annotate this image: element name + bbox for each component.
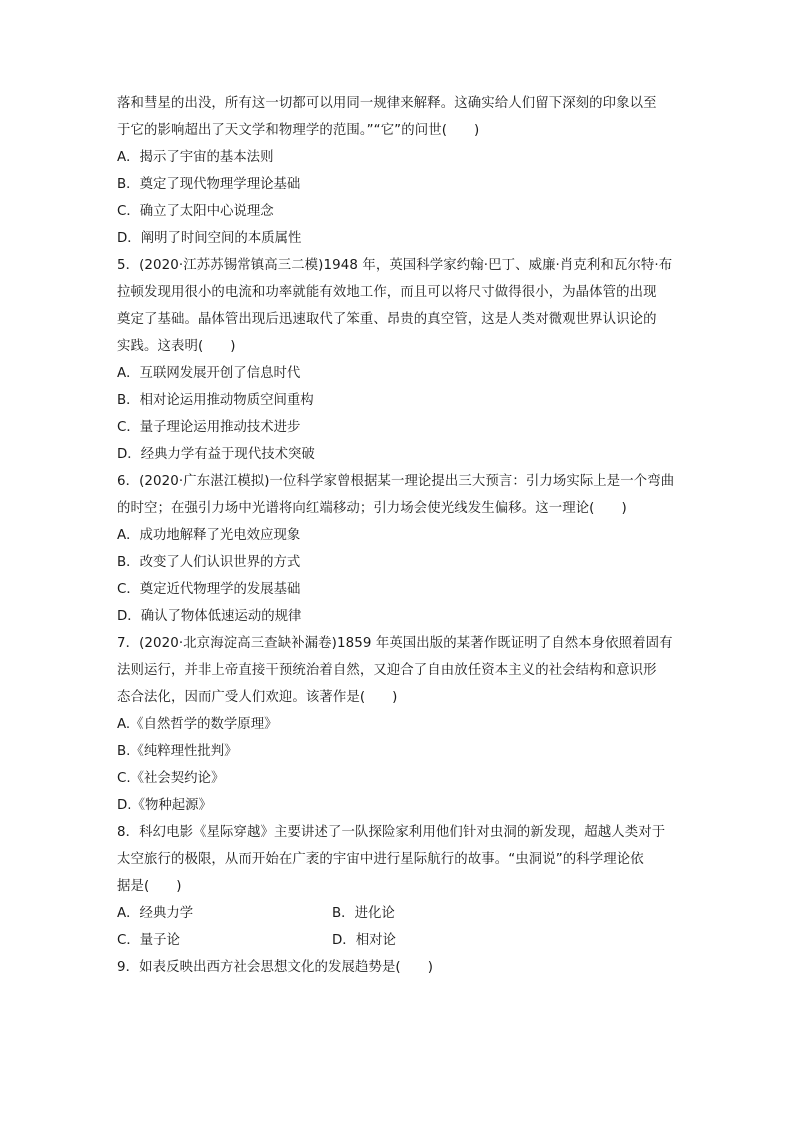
question-7-text-line-2: 法则运行，并非上帝直接干预统治着自然，又迎合了自由放任资本主义的社会结构和意识形 [117,663,657,678]
question-9-text-line-1: 9．如表反映出西方社会思想文化的发展趋势是( ) [117,960,434,975]
question-4-option-b: B．奠定了现代物理学理论基础 [117,177,301,192]
question-8-text-line-3: 据是( ) [117,879,182,894]
question-content [117,90,685,981]
question-5-text-line-2: 拉顿发现用很小的电流和功率就能有效地工作，而且可以将尺寸做得很小，为晶体管的出现 [117,285,657,300]
question-7-option-d: D.《物种起源》 [117,798,212,813]
question-6-option-c: C．奠定近代物理学的发展基础 [117,582,301,597]
question-5-text-line-1: 5．(2020·江苏苏锡常镇高三二模)1948 年，英国科学家约翰·巴丁、威廉·肖克利和瓦尔特·布 [117,258,673,273]
question-8-options-row-1 [117,900,685,927]
question-8-option-b: B．进化论 [332,906,395,921]
question-7-option-a: A.《自然哲学的数学原理》 [117,717,278,732]
question-5-option-d: D．经典力学有益于现代技术突破 [117,447,315,462]
question-5-text-line-4: 实践。这表明( ) [117,339,236,354]
question-5-option-a: A．互联网发展开创了信息时代 [117,366,301,381]
question-7-option-c: C.《社会契约论》 [117,771,225,786]
question-4-option-d: D．阐明了时间空间的本质属性 [117,231,302,246]
question-6-text-line-2: 的时空；在强引力场中光谱将向红端移动；引力场会使光线发生偏移。这一理论( ) [117,501,627,516]
question-8 [117,819,685,954]
question-6-option-d: D．确认了物体低速运动的规律 [117,609,302,624]
question-4-option-a: A．揭示了宇宙的基本法则 [117,150,274,165]
question-5-option-b: B．相对论运用推动物质空间重构 [117,393,314,408]
question-7 [117,630,685,819]
question-8-option-a: A．经典力学 [117,906,194,921]
question-8-option-d: D．相对论 [332,933,396,948]
question-5-text-line-3: 奠定了基础。晶体管出现后迅速取代了笨重、昂贵的真空管，这是人类对微观世界认识论的 [117,312,657,327]
question-5-option-c: C．量子理论运用推动技术进步 [117,420,301,435]
question-7-text-line-3: 态合法化，因而广受人们欢迎。该著作是( ) [117,690,398,705]
question-8-text-line-2: 太空旅行的极限，从而开始在广袤的宇宙中进行星际航行的故事。“虫洞说”的科学理论依 [117,852,644,867]
question-7-text-line-1: 7．(2020·北京海淀高三查缺补漏卷)1859 年英国出版的某著作既证明了自然本身依照着固有 [117,636,673,651]
question-9 [117,954,685,981]
question-6-text-line-1: 6．(2020·广东湛江模拟)一位科学家曾根据某一理论提出三大预言：引力场实际上是一个弯曲 [117,474,675,489]
question-4 [117,90,685,252]
question-4-text-line-2: 于它的影响超出了天文学和物理学的范围。”“它”的问世( ) [117,123,480,138]
question-5 [117,252,685,468]
question-8-options-row-2 [117,927,685,954]
question-4-option-c: C．确立了太阳中心说理念 [117,204,274,219]
question-6-option-b: B．改变了人们认识世界的方式 [117,555,301,570]
question-6 [117,468,685,630]
question-6-option-a: A．成功地解释了光电效应现象 [117,528,301,543]
question-4-text-line-1: 落和彗星的出没，所有这一切都可以用同一规律来解释。这确实给人们留下深刻的印象以至 [117,96,657,111]
question-7-option-b: B.《纯粹理性批判》 [117,744,238,759]
question-8-text-line-1: 8．科幻电影《星际穿越》主要讲述了一队探险家利用他们针对虫洞的新发现，超越人类对于 [117,825,666,840]
question-8-option-c: C．量子论 [117,933,180,948]
